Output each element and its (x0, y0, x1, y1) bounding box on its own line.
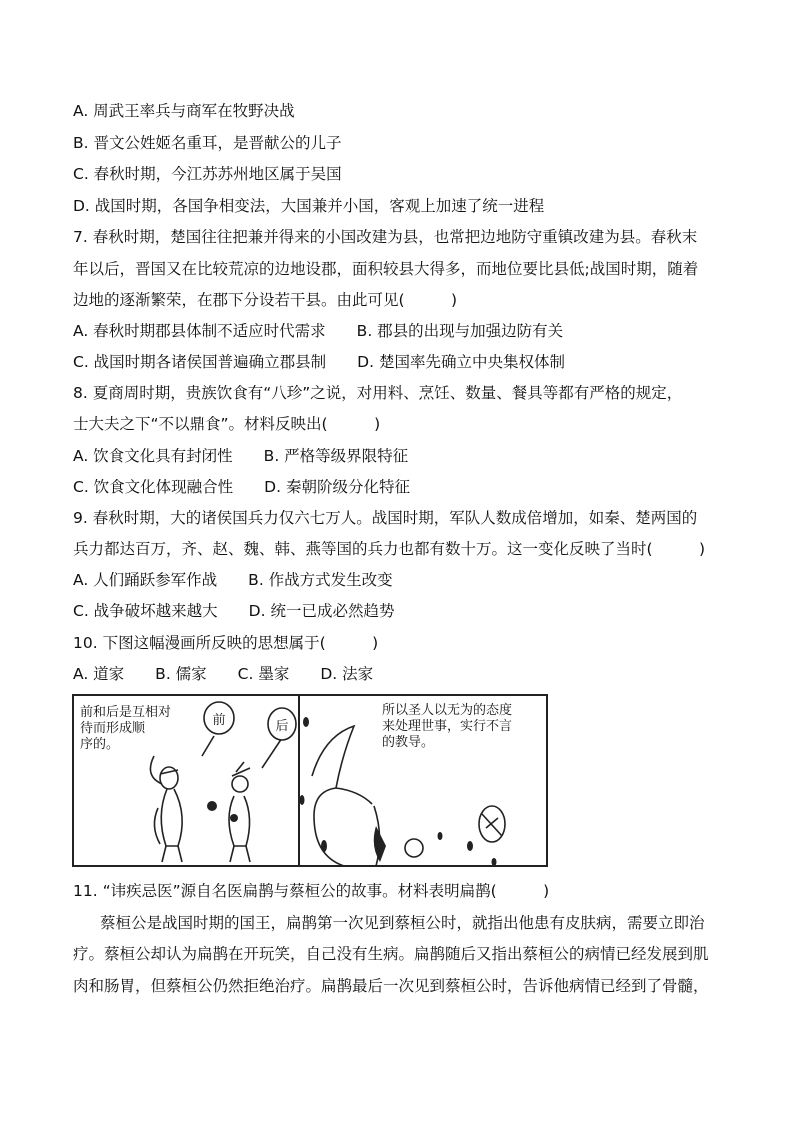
options-ab-q7: A. 春秋时期郡县体制不适应时代需求 B. 郡县的出现与加强边防有关 (73, 322, 564, 340)
material-paragraph-line-3: 肉和肠胃，但蔡桓公仍然拒绝治疗。扁鹊最后一次见到蔡桓公时，告诉他病情已经到了骨髓， (73, 977, 709, 995)
option-c-q6: C. 春秋时期，今江苏苏州地区属于吴国 (73, 165, 342, 183)
question-8-line-2: 士大夫之下“不以鼎食”。材料反映出( ) (73, 415, 381, 433)
question-11-stem: 11. “讳疾忌医”源自名医扁鹊与蔡桓公的故事。材料表明扁鹊( ) (73, 882, 550, 900)
question-9-line-1: 9. 春秋时期，大的诸侯国兵力仅六七万人。战国时期，军队人数成倍增加，如秦、楚两国的 (73, 509, 698, 527)
option-b-q6: B. 晋文公姓姬名重耳，是晋献公的儿子 (73, 134, 342, 152)
options-cd-q7: C. 战国时期各诸侯国普遍确立郡县制 D. 楚国率先确立中央集权体制 (73, 353, 565, 371)
question-7-line-2: 年以后，晋国又在比较荒凉的边地设郡，面积较县大得多，而地位要比县低;战国时期，随着 (73, 260, 699, 278)
options-cd-q8: C. 饮食文化体现融合性 D. 秦朝阶级分化特征 (73, 478, 410, 496)
material-paragraph-line-1: 蔡桓公是战国时期的国王，扁鹊第一次见到蔡桓公时，就指出他患有皮肤病，需要立即治 (100, 914, 705, 932)
option-d-q6: D. 战国时期，各国争相变法，大国兼并小国，客观上加速了统一进程 (73, 197, 545, 215)
bubble-front: 前 (212, 713, 226, 728)
options-cd-q9: C. 战争破坏越来越大 D. 统一已成必然趋势 (73, 602, 395, 620)
comic-left-caption: 前和后是互相对 待而形成顺 序的。 (80, 705, 172, 752)
options-ab-q9: A. 人们踊跃参军作战 B. 作战方式发生改变 (73, 571, 393, 589)
comic-figure (72, 694, 548, 867)
option-a-q6: A. 周武王率兵与商军在牧野决战 (73, 102, 295, 120)
question-8-line-1: 8. 夏商周时期，贵族饮食有“八珍”之说，对用料、烹饪、数量、餐具等都有严格的规定， (73, 384, 683, 402)
question-9-line-2: 兵力都达百万，齐、赵、魏、韩、燕等国的兵力也都有数十万。这一变化反映了当时( ) (73, 540, 706, 558)
question-10-stem: 10. 下图这幅漫画所反映的思想属于( ) (73, 634, 379, 652)
comic-panel-divider (298, 696, 300, 865)
material-paragraph-line-2: 疗。蔡桓公却认为扁鹊在开玩笑，自己没有生病。扁鹊随后又指出蔡桓公的病情已经发展到肌 (73, 945, 709, 963)
bubble-back: 后 (275, 719, 289, 734)
question-7-line-3: 边地的逐渐繁荣，在郡下分设若干县。由此可见( ) (73, 291, 458, 309)
options-ab-q8: A. 饮食文化具有封闭性 B. 严格等级界限特征 (73, 447, 409, 465)
comic-right-caption: 所以圣人以无为的态度 来处理世事，实行不言 的教导。 (382, 703, 513, 750)
question-7-line-1: 7. 春秋时期，楚国往往把兼并得来的小国改建为县，也常把边地防守重镇改建为县。春秋末 (73, 228, 698, 246)
options-q10: A. 道家 B. 儒家 C. 墨家 D. 法家 (73, 665, 374, 683)
